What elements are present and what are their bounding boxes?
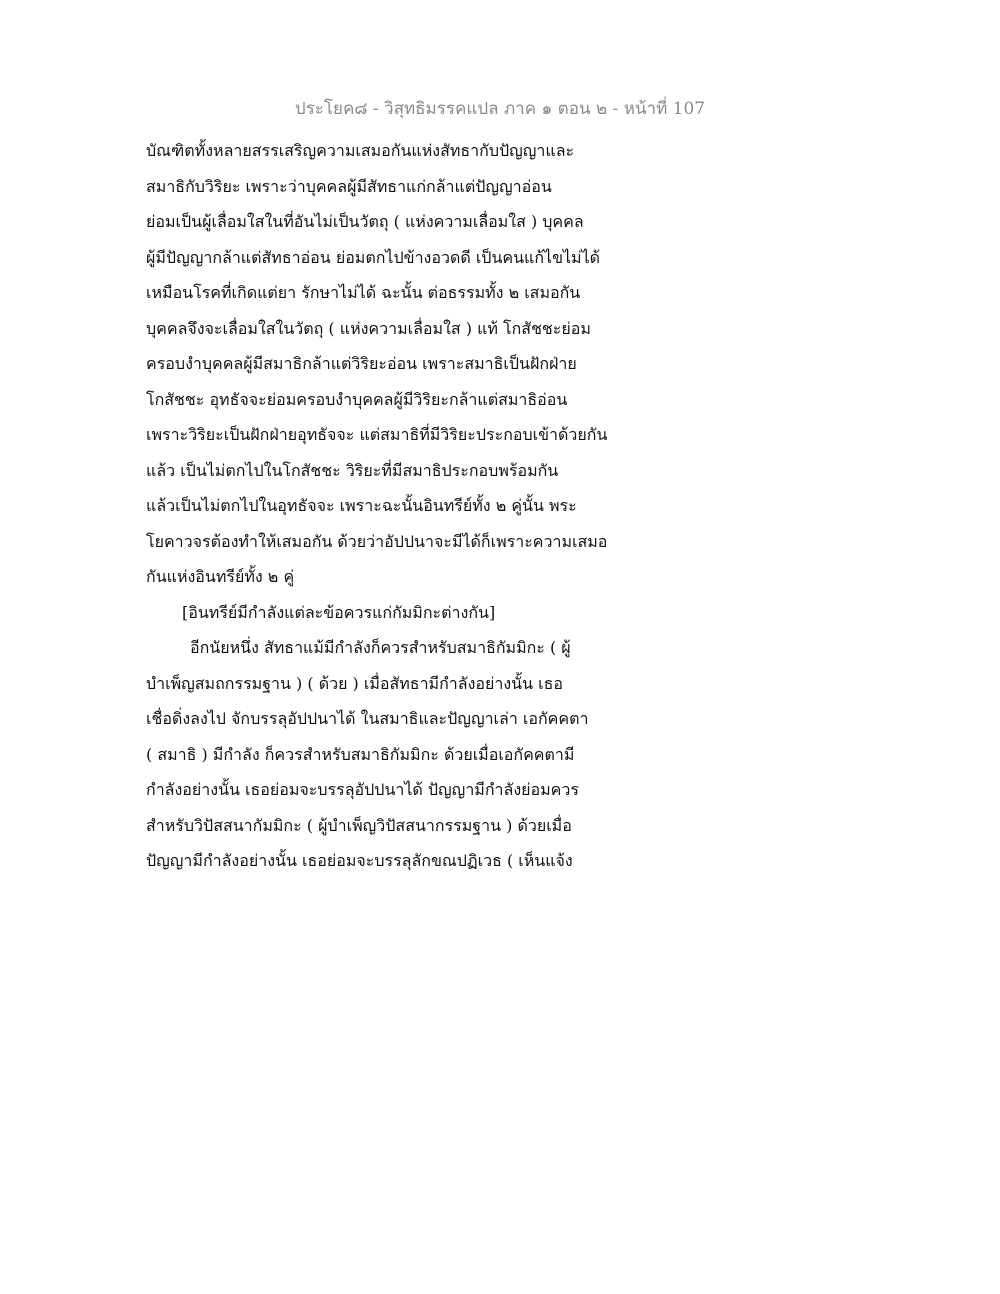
text-line: ผู้มีปัญญากล้าแต่สัทธาอ่อน ย่อมตกไปข้างอวดดี เป็นคนแก้ไขไม่ได้ xyxy=(146,247,601,267)
text-line: สำหรับวิปัสสนากัมมิกะ ( ผู้บำเพ็ญวิปัสสนากรรมฐาน ) ด้วยเมื่อ xyxy=(146,815,572,835)
text-line: เหมือนโรคที่เกิดแต่ยา รักษาไม่ได้ ฉะนั้น ต่อธรรมทั้ง ๒ เสมอกัน xyxy=(146,283,581,302)
page-body xyxy=(146,133,706,879)
text-line: ปัญญามีกำลังอย่างนั้น เธอย่อมจะบรรลุลักขณปฏิเวธ ( เห็นแจ้ง xyxy=(146,851,573,870)
text-line: สมาธิกับวิริยะ เพราะว่าบุคคลผู้มีสัทธาแก่กล้าแต่ปัญญาอ่อน xyxy=(146,176,552,196)
text-line: แล้วเป็นไม่ตกไปในอุทธัจจะ เพราะฉะนั้นอินทรีย์ทั้ง ๒ คู่นั้น พระ xyxy=(146,496,577,515)
text-line: บำเพ็ญสมถกรรมฐาน ) ( ด้วย ) เมื่อสัทธามีกำลังอย่างนั้น เธอ xyxy=(146,673,563,693)
running-header: ประโยค๘ - วิสุทธิมรรคแปล ภาค ๑ ตอน ๒ - หน้าที่ 107 xyxy=(294,99,706,119)
paragraph-first-line: อีกนัยหนึ่ง สัทธาแม้มีกำลังก็ควรสำหรับสมาธิกัมมิกะ ( ผู้ xyxy=(190,638,571,657)
text-line: บุคคลจึงจะเลื่อมใสในวัตถุ ( แห่งความเลื่อมใส ) แท้ โกสัชชะย่อม xyxy=(146,318,591,338)
section-subheading: [อินทรีย์มีกำลังแต่ละข้อควรแก่กัมมิกะต่างกัน] xyxy=(182,602,496,622)
text-line: ย่อมเป็นผู้เลื่อมใสในที่อันไม่เป็นวัตถุ ( แห่งความเลื่อมใส ) บุคคล xyxy=(146,212,584,231)
text-line: กำลังอย่างนั้น เธอย่อมจะบรรลุอัปปนาได้ ปัญญามีกำลังย่อมควร xyxy=(146,780,579,799)
text-line: เพราะวิริยะเป็นฝักฝ่ายอุทธัจจะ แต่สมาธิที่มีวิริยะประกอบเข้าด้วยกัน xyxy=(146,425,608,444)
text-line: เชื่อดิ่งลงไป จักบรรลุอัปปนาได้ ในสมาธิและปัญญาเล่า เอกัคคตา xyxy=(146,709,589,728)
text-line: ครอบงำบุคคลผู้มีสมาธิกล้าแต่วิริยะอ่อน เพราะสมาธิเป็นฝักฝ่าย xyxy=(146,354,577,373)
text-line: บัณฑิตทั้งหลายสรรเสริญความเสมอกันแห่งสัทธากับปัญญาและ xyxy=(146,141,575,160)
text-line: ( สมาธิ ) มีกำลัง ก็ควรสำหรับสมาธิกัมมิกะ ด้วยเมื่อเอกัคคตามี xyxy=(146,744,575,764)
text-line: โกสัชชะ อุทธัจจะย่อมครอบงำบุคคลผู้มีวิริยะกล้าแต่สมาธิอ่อน xyxy=(146,389,568,409)
text-line: แล้ว เป็นไม่ตกไปในโกสัชชะ วิริยะที่มีสมาธิประกอบพร้อมกัน xyxy=(146,460,559,480)
text-line: โยคาวจรต้องทำให้เสมอกัน ด้วยว่าอัปปนาจะมีได้ก็เพราะความเสมอ xyxy=(146,531,608,551)
text-line: กันแห่งอินทรีย์ทั้ง ๒ คู่ xyxy=(146,567,295,586)
